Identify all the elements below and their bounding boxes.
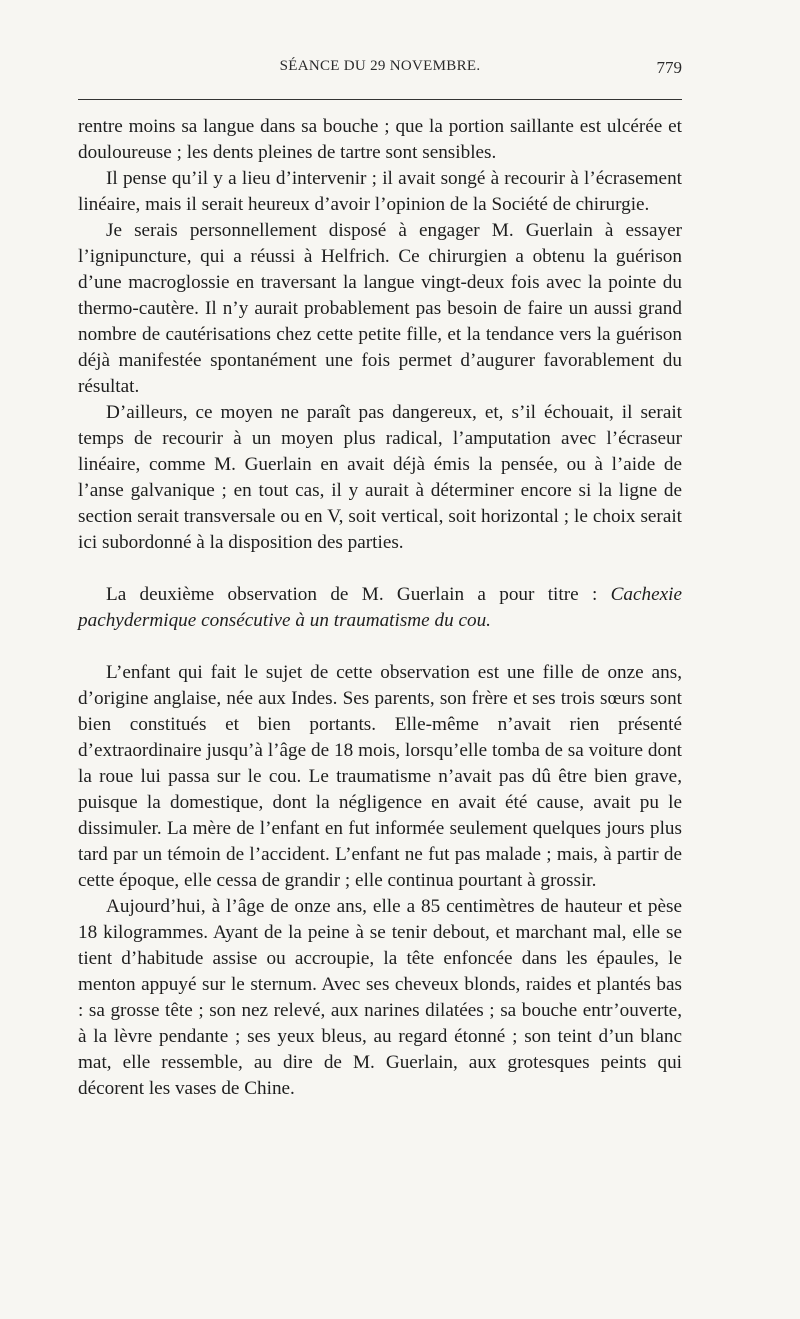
page-number: 779	[656, 58, 682, 77]
header-rule	[78, 99, 682, 100]
paragraph: Je serais personnellement disposé à engager M. Guerlain à essayer l’ignipuncture, qui a réussi à Helfrich. Ce chirurgien a obtenu la guérison d’une macroglossie en traversant la langue vingt-deux fois avec la pointe du thermo-cautère. Il n’y aurait probablement pas besoin de faire un aussi grand nombre de cautérisations chez cette petite fille, et la tendance vers la guérison déjà manifestée spontanément une fois permet d’augurer favorablement du résultat.	[78, 220, 682, 397]
paragraph: L’enfant qui fait le sujet de cette observation est une fille de onze ans, d’origine anglaise, née aux Indes. Ses parents, son frère et ses trois sœurs sont bien constitués et bien portants. Elle-même n’avait rien présenté d’extraordinaire jusqu’à l’âge de 18 mois, lorsqu’elle tomba de sa voiture dont la roue lui passa sur le cou. Le traumatisme n’avait pas dû être bien grave, puisque la domestique, dont la négligence en avait été cause, avait pu le dissimuler. La mère de l’enfant en fut informée seulement quelques jours plus tard par un témoin de l’accident. L’enfant ne fut pas malade ; mais, à partir de cette époque, elle cessa de grandir ; elle continua pourtant à grossir.	[78, 662, 682, 891]
paragraph: Aujourd’hui, à l’âge de onze ans, elle a 85 centimètres de hauteur et pèse 18 kilogrammes. Ayant de la peine à se tenir debout, et marchant mal, elle se tient d’habitude assise ou accroupie, la tête enfoncée dans les épaules, le menton appuyé sur le sternum. Avec ses cheveux blonds, raides et plantés bas : sa grosse tête ; son nez relevé, aux narines dilatées ; sa bouche entr’ouverte, à la lèvre pendante ; ses yeux bleus, au regard étonné ; son teint d’un blanc mat, elle ressemble, au dire de M. Guerlain, aux grotesques peints qui décorent les vases de Chine.	[78, 896, 682, 1099]
paragraph: Il pense qu’il y a lieu d’intervenir ; il avait songé à recourir à l’écrasement linéaire, mais il serait heureux d’avoir l’opinion de la Société de chirurgie.	[78, 168, 682, 215]
page-header	[78, 58, 682, 88]
section-spacer	[78, 634, 682, 660]
section-spacer	[78, 556, 682, 582]
observation-title-italic: Cachexie pachydermique consécutive à un traumatisme du cou.	[78, 584, 682, 631]
observation-title-lead: La deuxième observation de M. Guerlain a pour titre :	[106, 584, 611, 605]
body-text	[78, 114, 682, 1102]
paragraph: D’ailleurs, ce moyen ne paraît pas dangereux, et, s’il échouait, il serait temps de recourir à un moyen plus radical, l’amputation avec l’écraseur linéaire, comme M. Guerlain en avait déjà émis la pensée, ou à l’aide de l’anse galvanique ; en tout cas, il y aurait à déterminer encore si la ligne de section serait transversale ou en V, soit vertical, soit horizontal ; le choix serait ici subordonné à la disposition des parties.	[78, 402, 682, 553]
observation-title-paragraph	[78, 582, 682, 634]
paragraph-continuation: rentre moins sa langue dans sa bouche ; que la portion saillante est ulcérée et douloureuse ; les dents pleines de tartre sont sensibles.	[78, 116, 682, 163]
running-head: SÉANCE DU 29 NOVEMBRE.	[279, 58, 481, 74]
